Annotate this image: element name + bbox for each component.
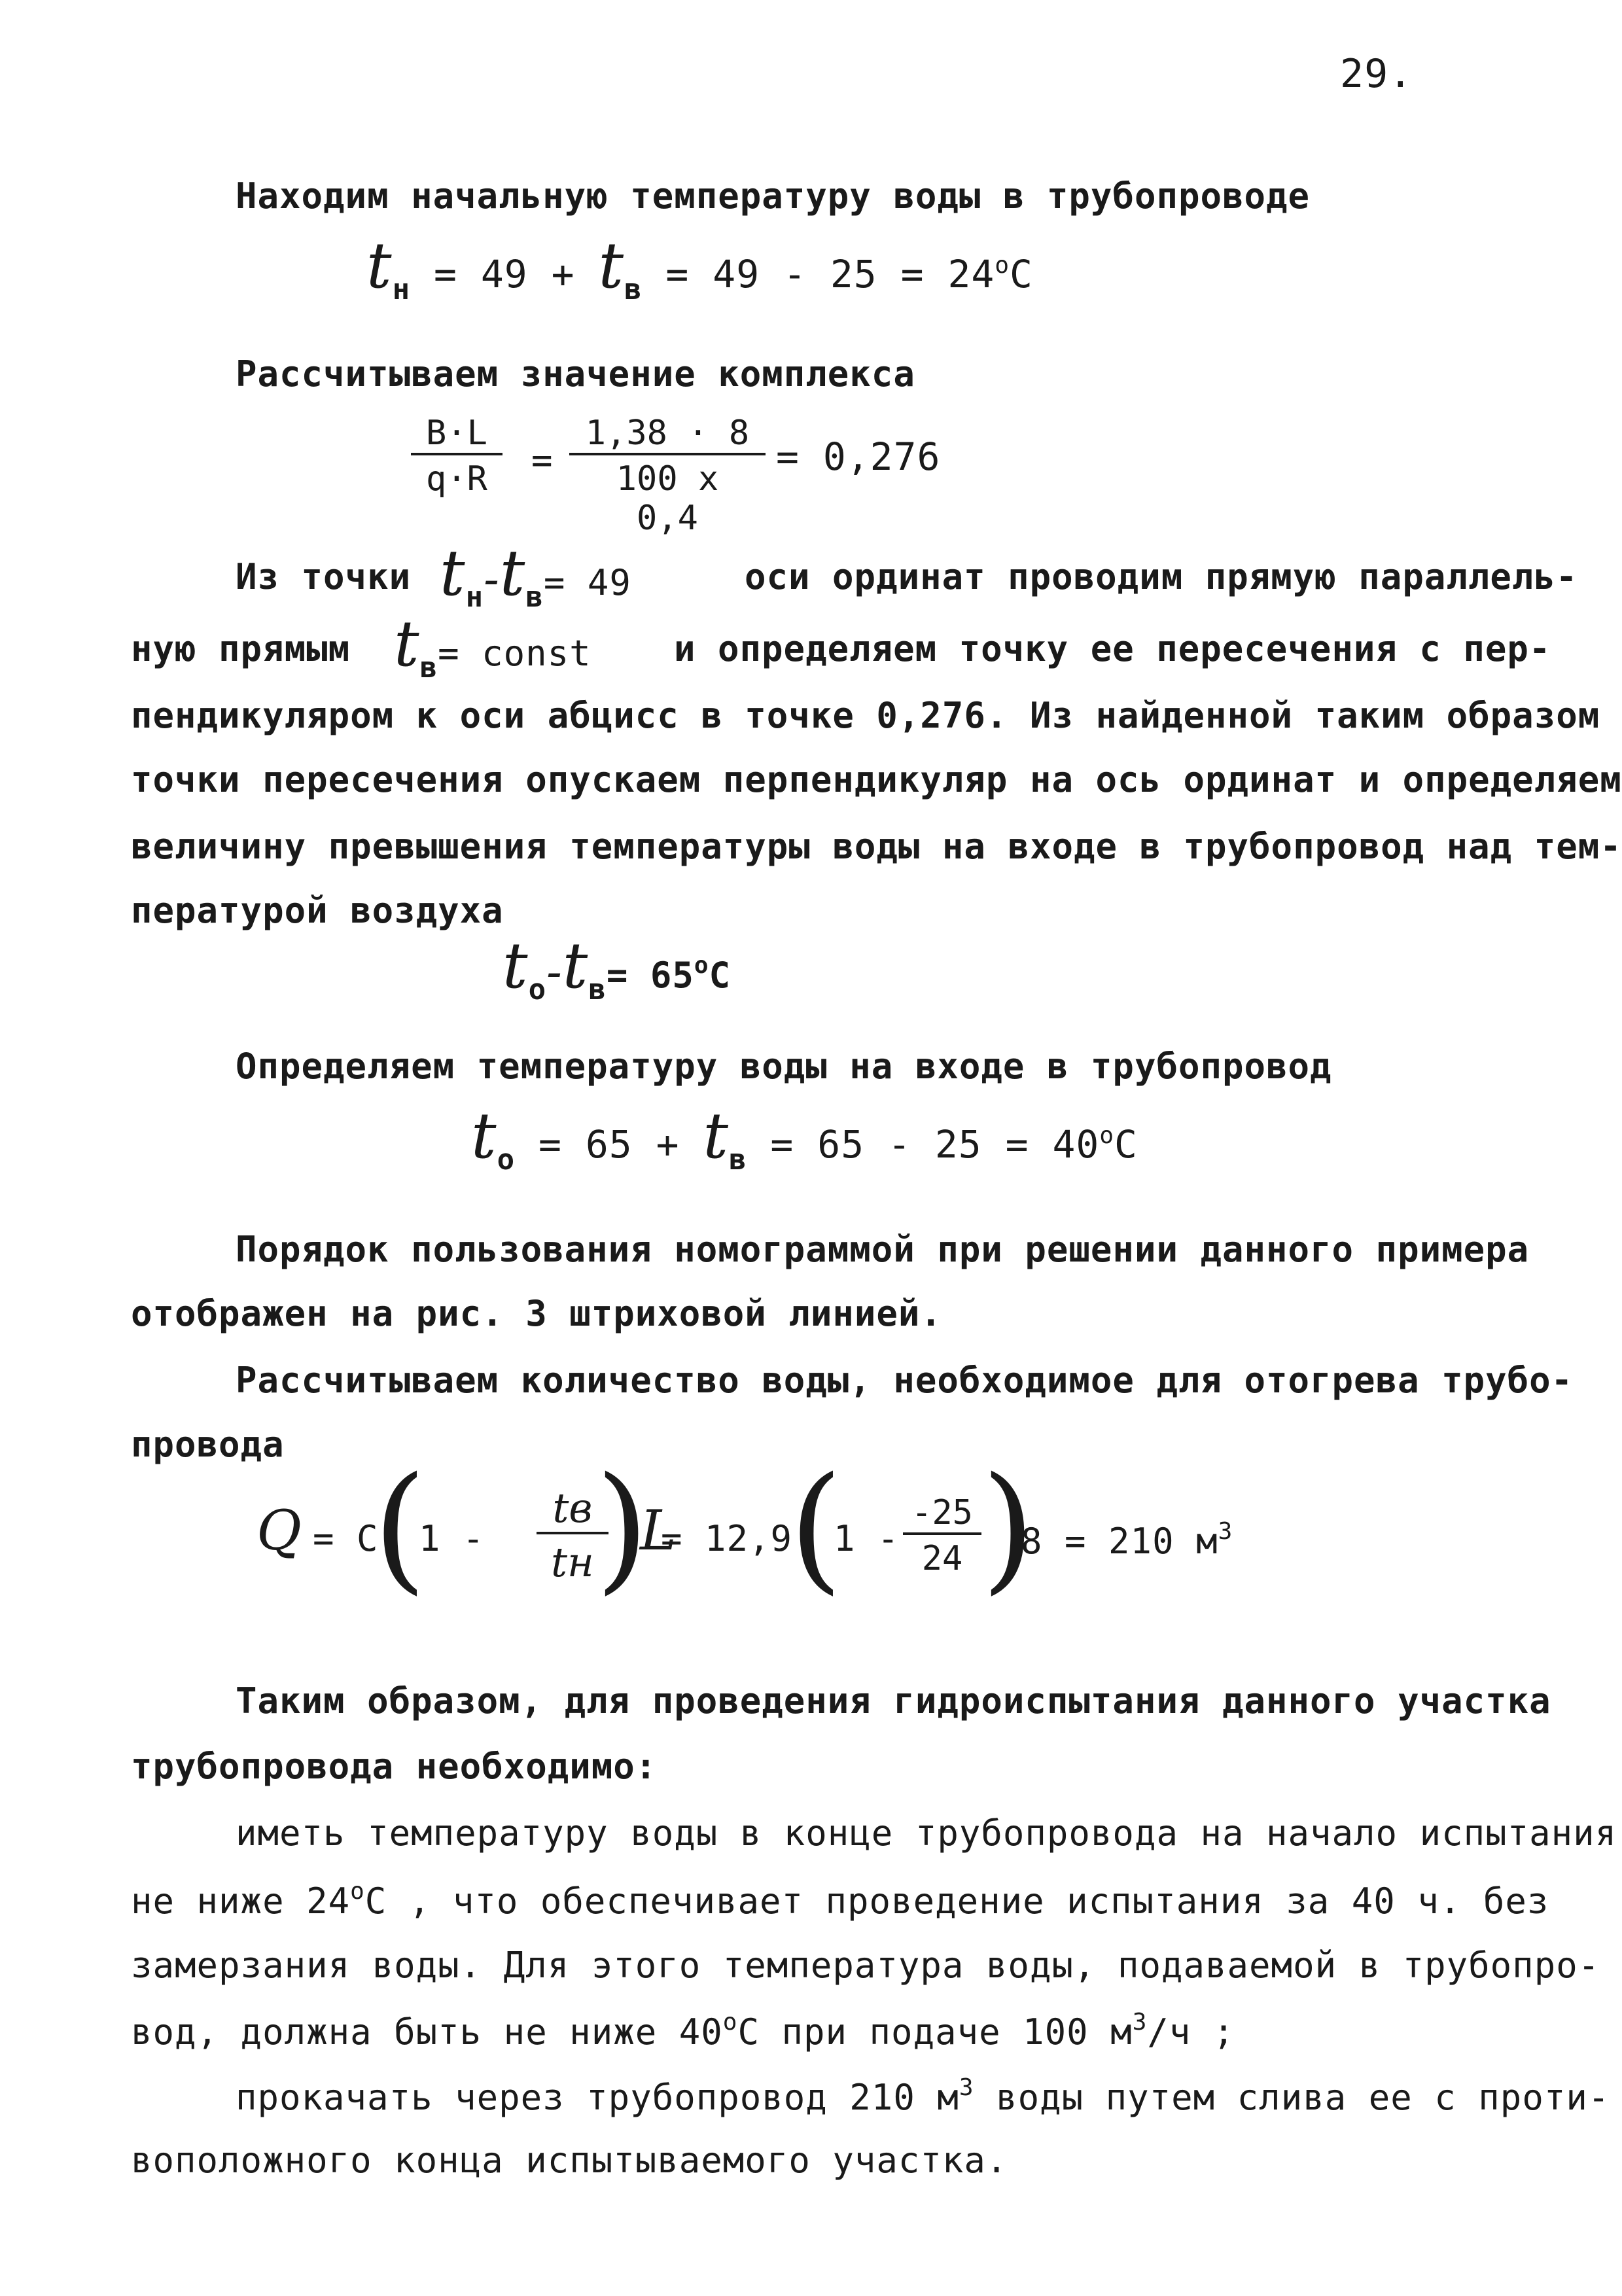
formula-to-minus-tv: $t_о-t_в= 65^oC$ (502, 929, 732, 1006)
text-line-1: Находим начальную температуру воды в трубопроводе (236, 175, 1311, 217)
formula-complex-fraction-1: $\frac{B\cdot L}{q\cdot R}$ (411, 414, 502, 499)
text-line-21: воположного конца испытываемого участка. (131, 2140, 1008, 2181)
text-line-3b: оси ординат проводим прямую параллель- (745, 556, 1578, 597)
text-line-2: Рассчитываем значение комплекса (236, 353, 915, 395)
text-line-5: пендикуляром к оси абцисс в точке 0,276. Из найденной таким образом (131, 695, 1600, 736)
text-line-13: провода (131, 1424, 285, 1465)
formula-t-initial: $t_н = 49 + t_в = 49 - 25 = 24^oC$ (366, 229, 1033, 306)
formula-q-one-2: 1 - (834, 1518, 900, 1559)
formula-tn-minus-tv: $t_н-t_в= 49$ (440, 537, 631, 614)
formula-paren-left-2: ( (789, 1447, 843, 1608)
formula-q-mid: = 12,9 (661, 1518, 793, 1559)
text-line-10: Порядок пользования номограммой при решении данного примера (236, 1229, 1530, 1270)
text-line-15: трубопровода необходимо: (131, 1746, 658, 1787)
formula-paren-right-1: ) (595, 1447, 649, 1608)
text-line-14: Таким образом, для проведения гидроиспытания данного участка (236, 1680, 1551, 1722)
text-line-6: точки пересечения опускаем перпендикуляр на ось ординат и определяем (131, 759, 1622, 800)
formula-q-end: 8 = 210 $м^3$ (1021, 1518, 1233, 1562)
formula-q-one: 1 - (419, 1518, 485, 1559)
formula-complex-eq: = (531, 440, 554, 481)
text-line-11: отображен на рис. 3 штриховой линией. (131, 1293, 942, 1334)
text-line-12: Рассчитываем количество воды, необходимое для отогрева трубо- (236, 1360, 1574, 1401)
text-line-8: пературой воздуха (131, 890, 504, 931)
formula-q-symbol: Q (256, 1498, 302, 1563)
formula-tv-const: $t_в=$ const (394, 607, 591, 684)
text-line-4a: ную прямым (131, 628, 351, 669)
formula-paren-left-1: ( (373, 1447, 427, 1608)
formula-complex-result: = 0,276 (776, 434, 941, 479)
formula-q-fraction-1: tв tн (537, 1484, 608, 1586)
page-number: 29. (1340, 51, 1413, 97)
text-line-18: замерзания воды. Для этого температура воды, подаваемой в трубопро- (131, 1945, 1600, 1986)
text-line-7: величину превышения температуры воды на входе в трубопровод над тем- (131, 826, 1622, 867)
formula-q-l: L (640, 1498, 677, 1563)
text-line-20: прокачать через трубопровод 210 $м^3$ воды путем слива ее с проти- (236, 2074, 1610, 2118)
text-line-17: не ниже 24$^o$C , что обеспечивает проведение испытания за 40 ч. без (131, 1878, 1549, 1922)
formula-q-c: = C (313, 1518, 379, 1559)
text-line-16: иметь температуру воды в конце трубопровода на начало испытания (236, 1812, 1617, 1854)
formula-t-outlet: $t_о = 65 + t_в = 65 - 25 = 40^oC$ (471, 1099, 1138, 1176)
formula-complex-fraction-2: $\frac{1,38 \cdot 8}{100 x 0,4}$ (569, 414, 766, 538)
formula-paren-right-2: ) (981, 1447, 1035, 1608)
text-line-19: вод, должна быть не ниже 40$^o$C при подаче 100 $м^3/ч$ ; (131, 2009, 1235, 2053)
text-line-4b: и определяем точку ее пересечения с пер- (674, 628, 1551, 669)
text-line-9: Определяем температуру воды на входе в трубопровод (236, 1046, 1332, 1087)
text-line-3a: Из точки (236, 556, 412, 597)
formula-q-fraction-2: $\frac{-25}{24}$ (903, 1493, 981, 1578)
